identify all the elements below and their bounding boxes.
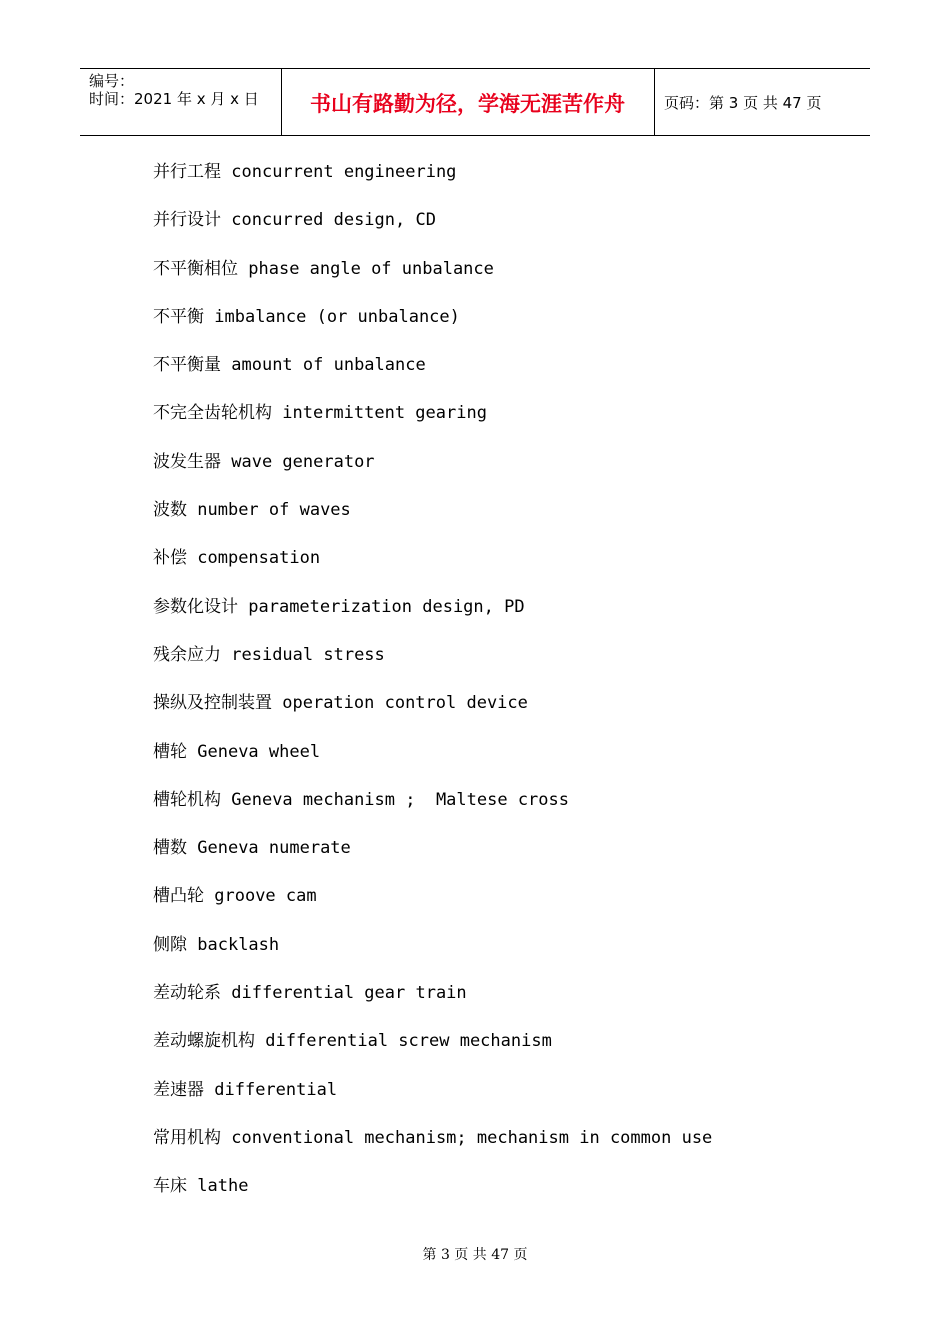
header-middle-cell xyxy=(281,69,655,135)
term-chinese: 车床 xyxy=(153,1176,187,1197)
glossary-entry xyxy=(153,159,712,207)
glossary-entry xyxy=(153,690,712,738)
term-chinese: 参数化设计 xyxy=(153,596,238,617)
term-english: concurrent engineering xyxy=(231,162,457,182)
term-chinese: 差速器 xyxy=(153,1079,204,1100)
term-chinese: 侧隙 xyxy=(153,934,187,955)
term-chinese: 槽轮机构 xyxy=(153,789,221,810)
term-english: differential screw mechanism xyxy=(265,1031,552,1052)
term-english: compensation xyxy=(197,548,321,569)
glossary-entry xyxy=(153,1125,712,1173)
glossary-entry xyxy=(153,304,712,352)
term-english: Geneva numerate xyxy=(197,838,351,859)
term-english: Geneva wheel xyxy=(197,741,321,762)
term-english: differential xyxy=(214,1079,338,1100)
glossary-entry xyxy=(153,739,712,787)
term-chinese: 波数 xyxy=(153,500,187,521)
term-chinese: 不平衡量 xyxy=(153,355,221,376)
header-left-cell xyxy=(80,69,282,135)
page-footer: 第 3 页 共 47 页 xyxy=(422,1247,528,1263)
term-chinese: 补偿 xyxy=(153,548,187,569)
term-english: parameterization design, PD xyxy=(248,596,525,617)
glossary-entry xyxy=(153,594,712,642)
glossary-list xyxy=(153,159,712,1222)
term-chinese: 不平衡相位 xyxy=(153,258,238,279)
term-english: imbalance (or unbalance) xyxy=(214,306,460,327)
term-english: conventional mechanism; mechanism in common use xyxy=(231,1127,713,1148)
term-chinese: 并行工程 xyxy=(153,162,221,182)
glossary-entry xyxy=(153,787,712,835)
glossary-entry xyxy=(153,256,712,304)
header-motto: 书山有路勤为径，学海无涯苦作舟 xyxy=(310,92,625,116)
term-chinese: 并行设计 xyxy=(153,210,221,231)
glossary-entry xyxy=(153,497,712,545)
term-chinese: 差动螺旋机构 xyxy=(153,1031,255,1052)
glossary-entry xyxy=(153,932,712,980)
term-english: lathe xyxy=(197,1176,249,1197)
glossary-entry xyxy=(153,980,712,1028)
term-english: backlash xyxy=(197,934,280,955)
term-chinese: 波发生器 xyxy=(153,451,221,472)
document-number-label: 编号： xyxy=(89,72,135,90)
term-chinese: 槽凸轮 xyxy=(153,886,204,907)
glossary-entry xyxy=(153,835,712,883)
term-chinese: 残余应力 xyxy=(153,644,221,665)
term-english: concurred design, CD xyxy=(231,210,436,231)
header-right-cell xyxy=(655,69,870,135)
glossary-entry xyxy=(153,207,712,255)
term-chinese: 常用机构 xyxy=(153,1127,221,1148)
glossary-entry xyxy=(153,1077,712,1125)
term-english: groove cam xyxy=(214,886,317,907)
term-english: number of waves xyxy=(197,500,351,521)
glossary-entry xyxy=(153,545,712,593)
glossary-entry xyxy=(153,1173,712,1221)
term-chinese: 槽轮 xyxy=(153,741,187,762)
glossary-entry xyxy=(153,642,712,690)
term-english: phase angle of unbalance xyxy=(248,258,494,279)
term-chinese: 差动轮系 xyxy=(153,983,221,1004)
term-english: residual stress xyxy=(231,644,385,665)
term-english: amount of unbalance xyxy=(231,355,426,376)
glossary-entry xyxy=(153,1028,712,1076)
document-time-label: 时间：2021 年 x 月 x 日 xyxy=(89,90,259,108)
term-english: differential gear train xyxy=(231,983,467,1004)
glossary-entry xyxy=(153,883,712,931)
glossary-entry xyxy=(153,400,712,448)
header-page-label: 页码：第 3 页 共 47 页 xyxy=(664,94,822,112)
term-chinese: 不完全齿轮机构 xyxy=(153,403,272,424)
term-chinese: 槽数 xyxy=(153,838,187,859)
glossary-entry xyxy=(153,449,712,497)
term-english: intermittent gearing xyxy=(282,403,487,424)
term-chinese: 不平衡 xyxy=(153,306,204,327)
page-header xyxy=(80,68,870,136)
term-english: Geneva mechanism ; Maltese cross xyxy=(231,789,570,810)
glossary-entry xyxy=(153,352,712,400)
term-english: operation control device xyxy=(282,693,528,714)
term-chinese: 操纵及控制装置 xyxy=(153,693,272,714)
term-english: wave generator xyxy=(231,451,375,472)
